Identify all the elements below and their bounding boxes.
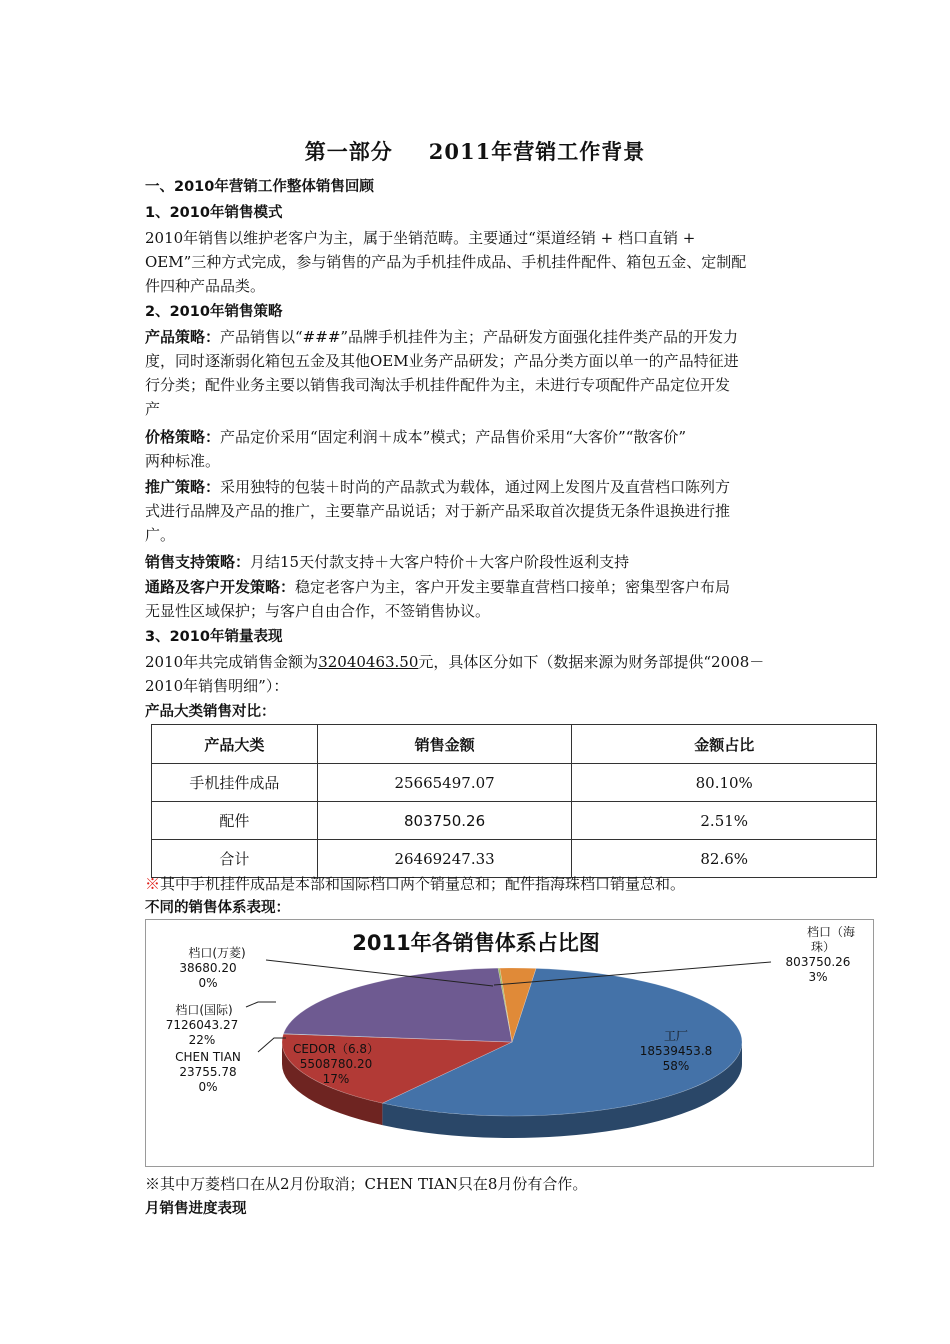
section-heading-monthly: 月销售进度表现 — [145, 1201, 247, 1217]
label-guoji-name: 档口(国际) — [175, 1003, 233, 1017]
text-line: 度，同时逐渐弱化箱包五金及其他OEM业务产品研发；产品分类方面以单一的产品特征进 — [145, 352, 739, 370]
text-line: 2010年共完成销售金额为 — [145, 653, 319, 671]
table-cell: 26469247.33 — [317, 840, 572, 878]
label-cedor-name: CEDOR（6.8） — [292, 1042, 380, 1056]
table-header-cell: 产品大类 — [152, 725, 318, 764]
section-heading-1-1: 1、2010年销售模式 — [145, 205, 283, 221]
table-header-row — [152, 725, 877, 764]
table-cell: 82.6% — [572, 840, 877, 878]
page-title — [0, 136, 950, 166]
strategy-label: 通路及客户开发策略： — [145, 578, 296, 596]
text-line: 两种标准。 — [145, 452, 221, 470]
text-line: 2010年销售以维护老客户为主，属于坐销范畴。主要通过“渠道经销 + 档口直销 + — [145, 229, 696, 247]
text-line: 产品销售以“###”品牌手机挂件为主；产品研发方面强化挂件类产品的开发力 — [220, 328, 739, 346]
section-heading-1: 一、2010年营销工作整体销售回顾 — [145, 179, 374, 195]
channel-strategy — [145, 575, 810, 623]
table-header-cell: 金额占比 — [572, 725, 877, 764]
product-strategy — [145, 325, 810, 421]
title-part: 第一部分 — [304, 139, 393, 164]
table-cell: 手机挂件成品 — [152, 764, 318, 802]
sales-support-strategy — [145, 550, 810, 574]
chart-note: ※其中万菱档口在从2月份取消；CHEN TIAN只在8月份有合作。 — [145, 1175, 588, 1193]
text-line: 2010年销售明细”）： — [145, 677, 289, 695]
price-strategy — [145, 425, 810, 473]
text-line: 月结15天付款支持＋大客户特价＋大客户阶段性返利支持 — [250, 553, 630, 571]
strategy-label: 产品策略： — [145, 328, 221, 346]
label-factory-value: 18539453.8 — [639, 1044, 713, 1058]
table-cell: 80.10% — [572, 764, 877, 802]
table-row — [152, 802, 877, 840]
chart-caption: 不同的销售体系表现： — [145, 900, 290, 916]
text-line: 稳定老客户为主，客户开发主要靠直营档口接单；密集型客户布局 — [295, 578, 731, 596]
text-line: 无显性区域保护；与客户自由合作，不签销售协议。 — [145, 602, 491, 620]
strategy-label: 价格策略： — [145, 428, 221, 446]
table-header-cell: 销售金额 — [317, 725, 572, 764]
text-line: 元，具体区分如下（数据来源为财务部提供“2008－ — [418, 653, 765, 671]
chart-title: 2011年各销售体系占比图 — [352, 931, 600, 955]
sales-volume-paragraph — [145, 650, 810, 698]
label-haizhu-name-1: 档口（海 — [806, 925, 856, 939]
section-heading-1-3: 3、2010年销量表现 — [145, 629, 283, 645]
label-wanling-name: 档口(万菱) — [188, 946, 246, 960]
sales-mode-paragraph — [145, 226, 810, 298]
label-guoji-pct: 22% — [188, 1033, 216, 1047]
label-chentian-value: 23755.78 — [179, 1065, 237, 1079]
text-line: 式进行品牌及产品的推广，主要靠产品说话；对于新产品采取首次提货无条件退换进行推 — [145, 502, 731, 520]
label-chentian-pct: 0% — [198, 1080, 218, 1094]
label-cedor-value: 5508780.20 — [299, 1057, 373, 1071]
pie-chart-container — [145, 919, 874, 1167]
text-line: 广。 — [145, 526, 176, 544]
note-mark: ※ — [145, 875, 161, 893]
table-cell: 2.51% — [572, 802, 877, 840]
table-row — [152, 764, 877, 802]
label-chentian-name: CHEN TIAN — [175, 1050, 241, 1064]
text-line: 行分类；配件业务主要以销售我司淘汰手机挂件配件为主，未进行专项配件产品定位开发 — [145, 376, 731, 394]
strategy-label: 销售支持策略： — [145, 553, 251, 571]
section-heading-1-2: 2、2010年销售策略 — [145, 304, 283, 320]
text-line: 件四种产品品类。 — [145, 277, 266, 295]
label-haizhu-name-2: 珠） — [810, 940, 836, 954]
table-cell: 合计 — [152, 840, 318, 878]
text-line: 产品定价采用“固定利润＋成本”模式；产品售价采用“大客价”“散客价” — [220, 428, 687, 446]
text-line: 产 — [145, 400, 161, 418]
promotion-strategy — [145, 475, 810, 547]
label-haizhu-pct: 3% — [808, 970, 828, 984]
label-wanling-pct: 0% — [198, 976, 218, 990]
total-sales-amount: 32040463.50 — [318, 653, 419, 671]
table-caption: 产品大类销售对比： — [145, 704, 276, 720]
note-text: 其中手机挂件成品是本部和国际档口两个销量总和；配件指海珠档口销量总和。 — [160, 875, 686, 893]
label-guoji-value: 7126043.27 — [165, 1018, 239, 1032]
text-line: 采用独特的包装＋时尚的产品款式为载体，通过网上发图片及直营档口陈列方 — [220, 478, 731, 496]
label-factory-name: 工厂 — [663, 1029, 689, 1043]
leader-line-guoji — [246, 1002, 276, 1007]
strategy-label: 推广策略： — [145, 478, 221, 496]
table-note — [145, 872, 810, 896]
text-line: OEM”三种方式完成，参与销售的产品为手机挂件成品、手机挂件配件、箱包五金、定制配 — [145, 253, 747, 271]
title-text: 2011年营销工作背景 — [428, 139, 646, 164]
table-cell: 25665497.07 — [317, 764, 572, 802]
pie-slice-3 — [283, 968, 512, 1042]
label-cedor-pct: 17% — [322, 1072, 350, 1086]
label-factory-pct: 58% — [662, 1059, 690, 1073]
label-haizhu-value: 803750.26 — [785, 955, 851, 969]
table-cell: 803750.26 — [317, 802, 572, 840]
label-wanling-value: 38680.20 — [179, 961, 237, 975]
table-cell: 配件 — [152, 802, 318, 840]
category-sales-table — [151, 724, 877, 878]
pie-chart — [146, 920, 873, 1166]
